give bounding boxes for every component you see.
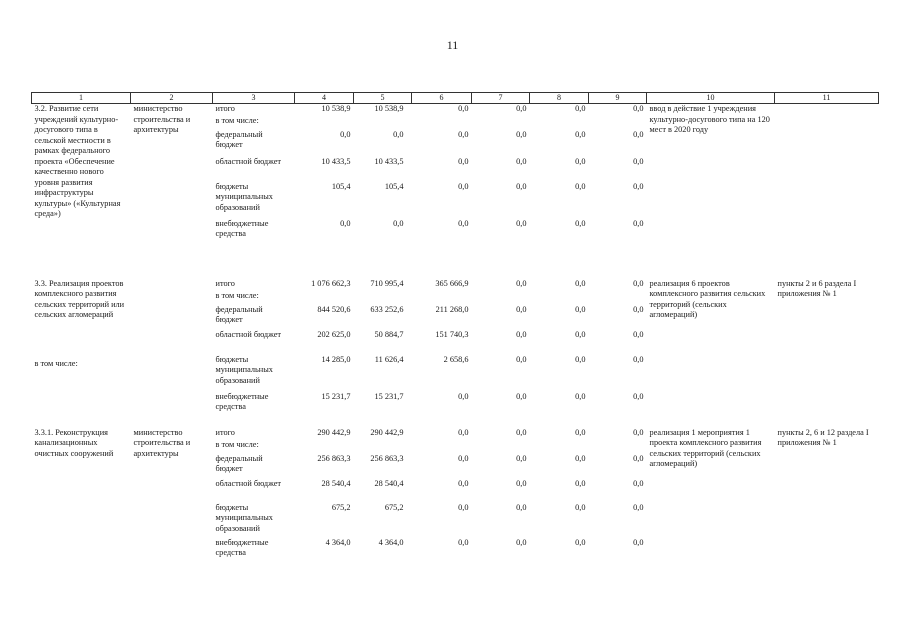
table-row: [32, 104, 879, 116]
executor: министерство строительства и архитектуры: [133, 104, 191, 134]
funding-source: областной бюджет: [215, 478, 282, 488]
value-col5: 0,0: [393, 129, 404, 139]
value-col4: 675,2: [331, 502, 351, 512]
value-col7: 0,0: [516, 453, 527, 463]
value-col7: 0,0: [516, 156, 527, 166]
reference: пункты 2 и 6 раздела I приложения № 1: [777, 278, 857, 298]
value-col9: 0,0: [633, 304, 644, 314]
value-col7: 0,0: [516, 478, 527, 488]
funding-source: внебюджетные средства: [215, 218, 269, 238]
funding-source: итого: [215, 427, 235, 437]
value-col5: 105,4: [384, 181, 404, 191]
value-col5: 0,0: [393, 218, 404, 228]
value-col5: 710 995,4: [370, 278, 404, 288]
value-col7: 0,0: [516, 391, 527, 401]
value-col8: [530, 440, 589, 454]
value-col4: [295, 440, 354, 454]
value-col7: 0,0: [516, 304, 527, 314]
value-col6: [412, 116, 472, 130]
funding-source: федеральный бюджет: [215, 129, 263, 149]
value-col8: 0,0: [575, 181, 586, 191]
funding-source: итого: [215, 278, 235, 288]
funding-source: федеральный бюджет: [215, 453, 263, 473]
table-row: [32, 428, 879, 440]
value-col6: 0,0: [458, 502, 469, 512]
value-col4: 14 285,0: [321, 354, 351, 364]
value-col4: 0,0: [340, 218, 351, 228]
expected-result: реализация 6 проектов комплексного развития сельских территорий (сельских агломераций): [649, 278, 766, 319]
value-col9: 0,0: [633, 218, 644, 228]
budget-table: [31, 92, 879, 562]
value-col8: 0,0: [575, 502, 586, 512]
value-col7: 0,0: [516, 278, 527, 288]
value-col6: 0,0: [458, 104, 469, 113]
value-col5: 10 538,9: [374, 104, 404, 113]
expected-result: ввод в действие 1 учреждения культурно-досугового типа на 120 мест в 2020 году: [649, 104, 770, 134]
value-col6: 2 658,6: [443, 354, 469, 364]
value-col9: 0,0: [633, 502, 644, 512]
value-col6: 0,0: [458, 391, 469, 401]
funding-source: бюджеты муниципальных образований: [215, 354, 273, 385]
value-col6: [412, 440, 472, 454]
value-col4: 202 625,0: [317, 329, 351, 339]
value-col4: 4 364,0: [325, 537, 351, 547]
value-col8: 0,0: [575, 218, 586, 228]
expected-result: реализация 1 мероприятия 1 проекта комплексного развития сельских территорий (сельских агломераций): [649, 427, 762, 468]
executor: [131, 279, 213, 428]
column-header: 1: [32, 93, 131, 104]
value-col4: 256 863,3: [317, 453, 351, 463]
column-header: 11: [775, 93, 879, 104]
value-col9: 0,0: [633, 329, 644, 339]
value-col8: 0,0: [575, 304, 586, 314]
value-col6: 0,0: [458, 156, 469, 166]
funding-source: внебюджетные средства: [215, 537, 269, 557]
value-col4: 10 433,5: [321, 156, 351, 166]
value-col5: 256 863,3: [370, 453, 404, 463]
funding-source: областной бюджет: [215, 156, 282, 166]
value-col6: 0,0: [458, 129, 469, 139]
column-header: 9: [589, 93, 647, 104]
value-col7: 0,0: [516, 181, 527, 191]
value-col6: 0,0: [458, 427, 469, 437]
funding-source: федеральный бюджет: [215, 304, 263, 324]
reference: пункты 2, 6 и 12 раздела I приложения № 1: [777, 427, 869, 447]
value-col4: [295, 116, 354, 130]
value-col9: [589, 116, 647, 130]
value-col8: 0,0: [575, 129, 586, 139]
block-3-3-1: [32, 428, 879, 562]
value-col9: 0,0: [633, 354, 644, 364]
value-col9: 0,0: [633, 156, 644, 166]
value-col6: 0,0: [458, 181, 469, 191]
value-col9: 0,0: [633, 453, 644, 463]
value-col8: [530, 116, 589, 130]
funding-source: в том числе:: [215, 115, 259, 125]
value-col8: 0,0: [575, 354, 586, 364]
value-col6: 151 740,3: [435, 329, 469, 339]
value-col9: 0,0: [633, 427, 644, 437]
value-col5: 15 231,7: [374, 391, 404, 401]
value-col4: 0,0: [340, 129, 351, 139]
value-col5: 10 433,5: [374, 156, 404, 166]
value-col8: 0,0: [575, 329, 586, 339]
measure-name: 3.2. Развитие сети учреждений культурно-досугового типа в сельской местности в рамках федерального проекта «Обеспечение качественно нового уровня развития инфраструктуры культуры» («Культурная среда»): [34, 104, 121, 218]
value-col5: 4 364,0: [378, 537, 404, 547]
value-col4: 10 538,9: [321, 104, 351, 113]
value-col8: [530, 291, 589, 305]
funding-source: внебюджетные средства: [215, 391, 269, 411]
value-col6: 0,0: [458, 537, 469, 547]
column-header: 4: [295, 93, 354, 104]
funding-source: в том числе:: [215, 439, 259, 449]
value-col6: [412, 291, 472, 305]
value-col7: 0,0: [516, 329, 527, 339]
value-col7: 0,0: [516, 427, 527, 437]
funding-source: бюджеты муниципальных образований: [215, 502, 273, 533]
value-col8: 0,0: [575, 537, 586, 547]
block-3-2: [32, 104, 879, 279]
value-col8: 0,0: [575, 391, 586, 401]
value-col5: 11 626,4: [374, 354, 404, 364]
value-col6: 0,0: [458, 478, 469, 488]
column-header: 3: [213, 93, 295, 104]
value-col8: 0,0: [575, 478, 586, 488]
value-col4: 1 076 662,3: [311, 278, 351, 288]
value-col7: [472, 291, 530, 305]
value-col6: 211 268,0: [435, 304, 469, 314]
column-header: 5: [354, 93, 412, 104]
measure-name: 3.3.1. Реконструкция канализационных очистных сооружений: [34, 427, 114, 458]
value-col7: [472, 116, 530, 130]
value-col7: 0,0: [516, 502, 527, 512]
value-col6: 365 666,9: [435, 278, 469, 288]
column-header: 2: [131, 93, 213, 104]
header-row: [32, 93, 879, 104]
value-col5: 290 442,9: [370, 427, 404, 437]
value-col8: 0,0: [575, 453, 586, 463]
funding-source: областной бюджет: [215, 329, 282, 339]
value-col9: 0,0: [633, 537, 644, 547]
value-col4: [295, 291, 354, 305]
column-header: 10: [647, 93, 775, 104]
value-col5: 50 884,7: [374, 329, 404, 339]
measure-title: 3.3. Реализация проектов комплексного развития сельских территорий или сельских агломераций: [34, 278, 125, 319]
value-col4: 844 520,6: [317, 304, 351, 314]
column-header: 6: [412, 93, 472, 104]
value-col7: 0,0: [516, 218, 527, 228]
value-col8: 0,0: [575, 104, 586, 113]
value-col4: 290 442,9: [317, 427, 351, 437]
value-col9: 0,0: [633, 104, 644, 113]
value-col7: 0,0: [516, 129, 527, 139]
executor: министерство строительства и архитектуры: [133, 427, 191, 458]
value-col8: 0,0: [575, 278, 586, 288]
value-col5: [354, 291, 412, 305]
value-col9: 0,0: [633, 181, 644, 191]
block-3-3: [32, 279, 879, 428]
value-col5: [354, 116, 412, 130]
funding-source: бюджеты муниципальных образований: [215, 181, 273, 212]
value-col9: [589, 291, 647, 305]
page-number: 11: [446, 38, 459, 52]
value-col7: 0,0: [516, 104, 527, 113]
funding-source: в том числе:: [215, 290, 259, 300]
reference: [775, 104, 879, 279]
column-header: 8: [530, 93, 589, 104]
value-col5: 633 252,6: [370, 304, 404, 314]
value-col9: 0,0: [633, 278, 644, 288]
value-col6: 0,0: [458, 453, 469, 463]
value-col8: 0,0: [575, 427, 586, 437]
value-col5: [354, 440, 412, 454]
value-col9: 0,0: [633, 478, 644, 488]
value-col9: [589, 440, 647, 454]
measure-name: [32, 279, 131, 428]
value-col5: 28 540,4: [374, 478, 404, 488]
value-col9: 0,0: [633, 129, 644, 139]
value-col4: 105,4: [331, 181, 351, 191]
value-col5: 675,2: [384, 502, 404, 512]
value-col7: [472, 440, 530, 454]
value-col4: 28 540,4: [321, 478, 351, 488]
value-col9: 0,0: [633, 391, 644, 401]
value-col6: 0,0: [458, 218, 469, 228]
funding-source: итого: [215, 104, 235, 113]
value-col8: 0,0: [575, 156, 586, 166]
value-col4: 15 231,7: [321, 391, 351, 401]
value-col7: 0,0: [516, 354, 527, 364]
column-header: 7: [472, 93, 530, 104]
table-row: [32, 279, 879, 291]
measure-note: в том числе:: [34, 358, 78, 368]
value-col7: 0,0: [516, 537, 527, 547]
